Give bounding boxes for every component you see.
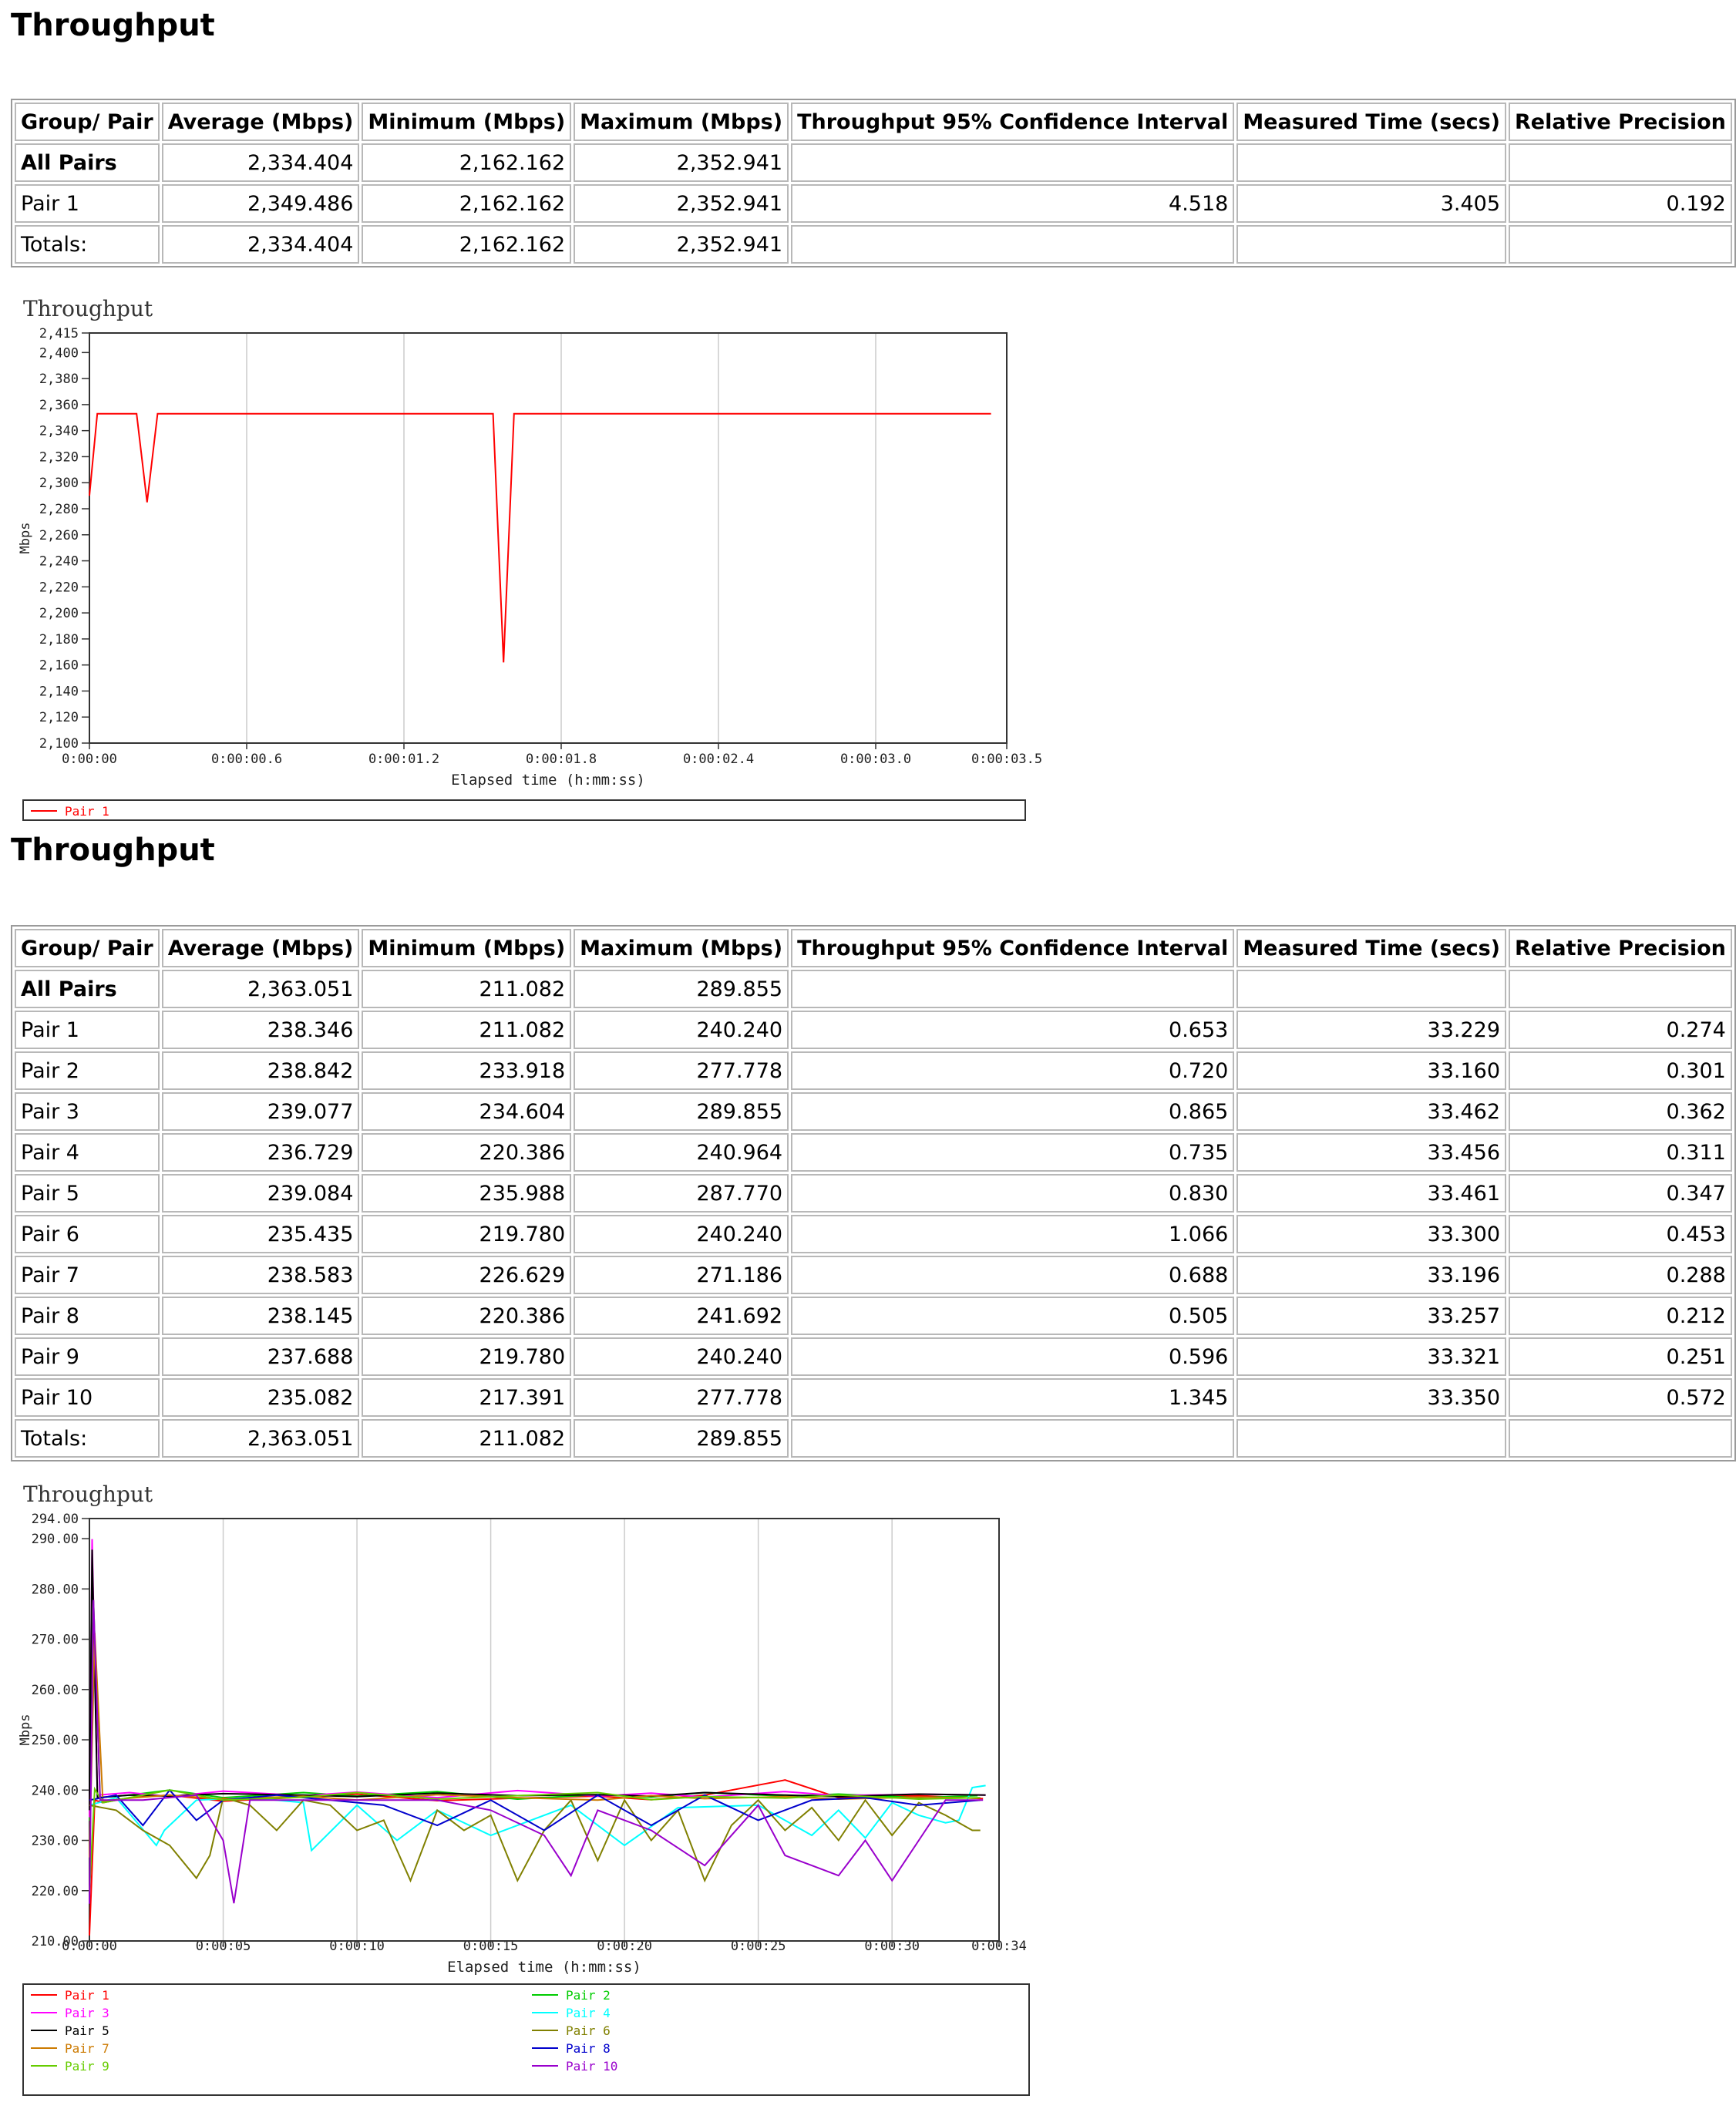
table-cell: 211.082 (362, 1011, 571, 1049)
table-cell (1236, 1419, 1506, 1458)
y-tick-label: 2,415 (39, 326, 79, 341)
table-cell: 0.653 (791, 1011, 1234, 1049)
table-cell: 211.082 (362, 970, 571, 1008)
column-header: Minimum (Mbps) (362, 103, 571, 141)
row-label: Totals: (15, 225, 160, 264)
table-cell: 3.405 (1236, 184, 1506, 223)
table-cell (1236, 225, 1506, 264)
row-label: All Pairs (15, 143, 160, 182)
column-header: Throughput 95% Confidence Interval (791, 929, 1234, 967)
row-label: Pair 7 (15, 1256, 160, 1294)
x-tick-label: 0:00:02.4 (682, 752, 755, 767)
table-cell: 2,162.162 (362, 225, 571, 264)
table-cell: 234.604 (362, 1092, 571, 1131)
table-cell (1509, 1419, 1732, 1458)
y-tick-label: 2,140 (39, 684, 79, 700)
y-tick-label: 2,200 (39, 606, 79, 622)
table-cell: 233.918 (362, 1051, 571, 1090)
y-tick-label: 2,300 (39, 476, 79, 492)
table-cell: 0.505 (791, 1297, 1234, 1335)
table-cell: 33.456 (1236, 1133, 1506, 1172)
table-cell: 0.362 (1509, 1092, 1732, 1131)
y-tick-label: 2,240 (39, 553, 79, 570)
x-tick-label: 0:00:10 (329, 1939, 385, 1954)
table-row (15, 1215, 1732, 1253)
table-cell: 289.855 (574, 1419, 789, 1458)
y-tick-label: 2,180 (39, 631, 79, 648)
chart-title: Throughput (23, 1482, 153, 1507)
y-tick-label: 2,120 (39, 710, 79, 726)
table-cell: 0.311 (1509, 1133, 1732, 1172)
table-cell (791, 1419, 1234, 1458)
y-tick-label: 2,380 (39, 372, 79, 388)
table-cell: 2,352.941 (574, 184, 789, 223)
table-cell: 2,363.051 (162, 1419, 360, 1458)
table-cell: 2,363.051 (162, 970, 360, 1008)
table-cell: 219.780 (362, 1337, 571, 1376)
column-header: Relative Precision (1509, 103, 1732, 141)
table-cell (1509, 970, 1732, 1008)
table-cell: 0.212 (1509, 1297, 1732, 1335)
legend-box (23, 800, 1025, 820)
x-tick-label: 0:00:03.5 (971, 752, 1043, 767)
table-cell (791, 225, 1234, 264)
table-cell: 240.240 (574, 1215, 789, 1253)
column-header: Maximum (Mbps) (574, 103, 789, 141)
table-cell: 33.461 (1236, 1174, 1506, 1213)
y-tick-label: 2,280 (39, 502, 79, 517)
plot-area (89, 1519, 999, 1941)
x-tick-label: 0:00:34 (971, 1939, 1027, 1954)
table-cell (791, 143, 1234, 182)
table-cell: 240.240 (574, 1011, 789, 1049)
table-header-row (15, 929, 1732, 967)
row-label: Pair 10 (15, 1378, 160, 1417)
table-cell: 236.729 (162, 1133, 360, 1172)
x-tick-label: 0:00:01.8 (525, 752, 597, 767)
x-tick-label: 0:00:01.2 (368, 752, 440, 767)
table-cell: 287.770 (574, 1174, 789, 1213)
column-header: Measured Time (secs) (1236, 929, 1506, 967)
table-cell: 0.688 (791, 1256, 1234, 1294)
table-cell: 0.596 (791, 1337, 1234, 1376)
table-cell: 33.229 (1236, 1011, 1506, 1049)
y-axis-label: Mbps (18, 1714, 33, 1746)
table-cell: 235.988 (362, 1174, 571, 1213)
table-cell: 235.082 (162, 1378, 360, 1417)
table-cell: 238.583 (162, 1256, 360, 1294)
table-row (15, 143, 1732, 182)
y-tick-label: 2,260 (39, 527, 79, 543)
column-header: Throughput 95% Confidence Interval (791, 103, 1234, 141)
section-1-heading: Throughput (11, 8, 215, 43)
table-cell: 0.274 (1509, 1011, 1732, 1049)
table-cell: 217.391 (362, 1378, 571, 1417)
x-tick-label: 0:00:20 (597, 1939, 652, 1954)
y-tick-label: 2,100 (39, 736, 79, 752)
legend-label: Pair 2 (566, 1988, 611, 2003)
table-cell: 0.347 (1509, 1174, 1732, 1213)
table-cell: 271.186 (574, 1256, 789, 1294)
column-header: Measured Time (secs) (1236, 103, 1506, 141)
table-cell: 219.780 (362, 1215, 571, 1253)
table-cell: 277.778 (574, 1051, 789, 1090)
y-tick-label: 210.00 (31, 1934, 79, 1949)
table-row (15, 1378, 1732, 1417)
y-tick-label: 294.00 (31, 1512, 79, 1527)
x-tick-label: 0:00:00 (62, 1939, 117, 1954)
table-row (15, 1092, 1732, 1131)
table-row (15, 1256, 1732, 1294)
table-cell (1509, 143, 1732, 182)
row-label: Pair 1 (15, 1011, 160, 1049)
column-header: Relative Precision (1509, 929, 1732, 967)
table-cell: 33.462 (1236, 1092, 1506, 1131)
legend-label: Pair 9 (65, 2059, 109, 2074)
y-tick-label: 2,400 (39, 345, 79, 362)
chart-title: Throughput (23, 296, 153, 321)
table-cell: 4.518 (791, 184, 1234, 223)
table-cell: 1.066 (791, 1215, 1234, 1253)
y-tick-label: 220.00 (31, 1883, 79, 1899)
table-cell: 289.855 (574, 970, 789, 1008)
table-cell: 0.251 (1509, 1337, 1732, 1376)
legend-label: Pair 8 (566, 2041, 611, 2056)
table-cell: 0.720 (791, 1051, 1234, 1090)
throughput-chart-1 (15, 293, 1043, 828)
column-header: Minimum (Mbps) (362, 929, 571, 967)
table-row (15, 184, 1732, 223)
column-header: Group/ Pair (15, 929, 160, 967)
table-cell: 2,162.162 (362, 184, 571, 223)
y-tick-label: 270.00 (31, 1632, 79, 1648)
table-cell: 235.435 (162, 1215, 360, 1253)
table-row (15, 1174, 1732, 1213)
row-label: Pair 8 (15, 1297, 160, 1335)
table-cell: 240.964 (574, 1133, 789, 1172)
row-label: Pair 2 (15, 1051, 160, 1090)
table-cell: 0.572 (1509, 1378, 1732, 1417)
table-cell: 33.257 (1236, 1297, 1506, 1335)
column-header: Average (Mbps) (162, 929, 360, 967)
table-cell: 211.082 (362, 1419, 571, 1458)
table-cell: 220.386 (362, 1297, 571, 1335)
y-tick-label: 240.00 (31, 1783, 79, 1799)
table-cell: 0.288 (1509, 1256, 1732, 1294)
row-label: Totals: (15, 1419, 160, 1458)
table-row (15, 1051, 1732, 1090)
column-header: Average (Mbps) (162, 103, 360, 141)
table-cell: 0.301 (1509, 1051, 1732, 1090)
x-tick-label: 0:00:03.0 (839, 752, 912, 767)
table-cell: 0.865 (791, 1092, 1234, 1131)
table-cell: 33.196 (1236, 1256, 1506, 1294)
throughput-chart-2 (15, 1478, 1041, 2106)
y-tick-label: 2,220 (39, 580, 79, 596)
row-label: Pair 1 (15, 184, 160, 223)
table-cell: 0.192 (1509, 184, 1732, 223)
table-cell: 33.321 (1236, 1337, 1506, 1376)
table-cell: 237.688 (162, 1337, 360, 1376)
table-cell: 33.350 (1236, 1378, 1506, 1417)
plot-area (89, 333, 1007, 743)
table-cell: 238.346 (162, 1011, 360, 1049)
table-cell: 1.345 (791, 1378, 1234, 1417)
table-cell: 33.300 (1236, 1215, 1506, 1253)
column-header: Maximum (Mbps) (574, 929, 789, 967)
throughput-chart-1-svg (15, 293, 1043, 825)
table-cell: 33.160 (1236, 1051, 1506, 1090)
legend-label: Pair 4 (566, 2006, 611, 2020)
y-tick-label: 260.00 (31, 1682, 79, 1698)
y-tick-label: 2,160 (39, 658, 79, 674)
y-tick-label: 290.00 (31, 1532, 79, 1548)
legend-box (23, 1984, 1029, 2095)
legend-label: Pair 10 (566, 2059, 618, 2074)
column-header: Group/ Pair (15, 103, 160, 141)
x-tick-label: 0:00:15 (463, 1939, 519, 1954)
x-tick-label: 0:00:00 (62, 752, 117, 767)
table-row (15, 1337, 1732, 1376)
table-cell: 0.453 (1509, 1215, 1732, 1253)
row-label: Pair 3 (15, 1092, 160, 1131)
y-tick-label: 2,320 (39, 449, 79, 466)
x-axis-label: Elapsed time (h:mm:ss) (451, 772, 645, 789)
table-cell: 240.240 (574, 1337, 789, 1376)
throughput-chart-2-svg (15, 1478, 1041, 2103)
table-cell: 2,334.404 (162, 143, 360, 182)
table-cell: 2,334.404 (162, 225, 360, 264)
table-cell (1509, 225, 1732, 264)
legend-label: Pair 7 (65, 2041, 109, 2056)
x-axis-label: Elapsed time (h:mm:ss) (447, 1959, 641, 1976)
row-label: All Pairs (15, 970, 160, 1008)
table-cell: 2,349.486 (162, 184, 360, 223)
row-label: Pair 9 (15, 1337, 160, 1376)
table-row (15, 970, 1732, 1008)
legend-label: Pair 6 (566, 2023, 611, 2038)
table-cell: 277.778 (574, 1378, 789, 1417)
legend-label: Pair 1 (65, 1988, 109, 2003)
y-tick-label: 2,360 (39, 397, 79, 413)
y-tick-label: 2,340 (39, 423, 79, 439)
table-row (15, 1011, 1732, 1049)
table-cell (1236, 143, 1506, 182)
table-row (15, 1419, 1732, 1458)
table-cell: 220.386 (362, 1133, 571, 1172)
table-cell: 239.077 (162, 1092, 360, 1131)
x-tick-label: 0:00:30 (864, 1939, 920, 1954)
table-header-row (15, 103, 1732, 141)
section-2-heading: Throughput (11, 832, 215, 868)
table-cell: 0.830 (791, 1174, 1234, 1213)
table-cell: 241.692 (574, 1297, 789, 1335)
results-table-2 (11, 925, 1736, 1462)
y-tick-label: 230.00 (31, 1833, 79, 1849)
table-cell (791, 970, 1234, 1008)
legend-label: Pair 5 (65, 2023, 109, 2038)
y-tick-label: 280.00 (31, 1582, 79, 1598)
table-row (15, 1297, 1732, 1335)
row-label: Pair 5 (15, 1174, 160, 1213)
table-cell: 2,162.162 (362, 143, 571, 182)
table-cell: 2,352.941 (574, 225, 789, 264)
row-label: Pair 4 (15, 1133, 160, 1172)
table-cell: 239.084 (162, 1174, 360, 1213)
results-table-1 (11, 99, 1736, 267)
table-cell: 238.842 (162, 1051, 360, 1090)
row-label: Pair 6 (15, 1215, 160, 1253)
x-tick-label: 0:00:05 (195, 1939, 251, 1954)
table-cell: 238.145 (162, 1297, 360, 1335)
legend-label: Pair 3 (65, 2006, 109, 2020)
table-cell: 0.735 (791, 1133, 1234, 1172)
table-cell: 2,352.941 (574, 143, 789, 182)
table-cell (1236, 970, 1506, 1008)
x-tick-label: 0:00:00.6 (210, 752, 283, 767)
table-cell: 226.629 (362, 1256, 571, 1294)
y-axis-label: Mbps (18, 522, 33, 554)
table-row (15, 1133, 1732, 1172)
table-cell: 289.855 (574, 1092, 789, 1131)
y-tick-label: 250.00 (31, 1733, 79, 1749)
x-tick-label: 0:00:25 (730, 1939, 786, 1954)
legend-label: Pair 1 (65, 804, 109, 819)
table-row (15, 225, 1732, 264)
